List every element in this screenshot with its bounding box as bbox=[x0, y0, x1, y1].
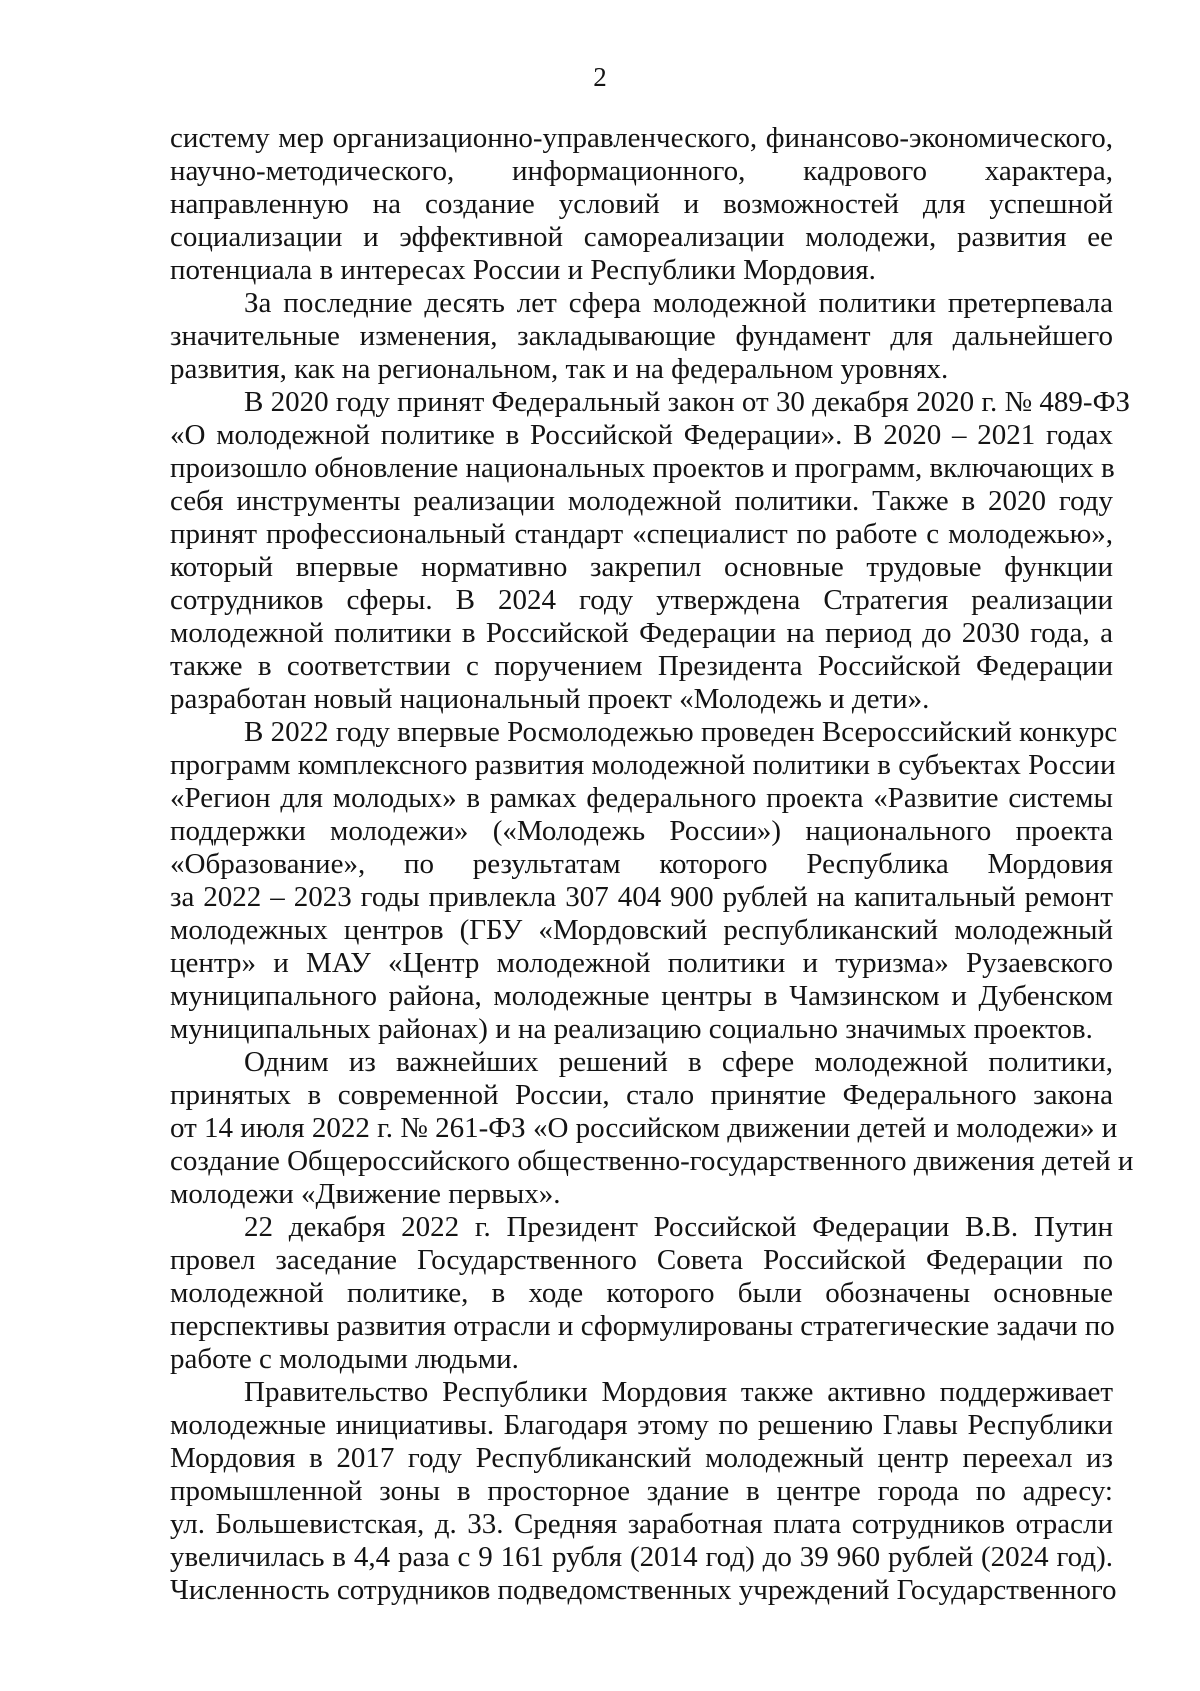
text-line: Численность сотрудников подведомственных учреждений Государственного bbox=[170, 1574, 1117, 1606]
text-line: также в соответствии с поручением Президента Российской Федерации bbox=[170, 650, 1113, 682]
text-line: молодежи «Движение первых». bbox=[170, 1178, 561, 1210]
text-line: В 2022 году впервые Росмолодежью проведен Всероссийский конкурс bbox=[244, 716, 1118, 748]
paragraph bbox=[170, 716, 1118, 1046]
text-line: работе с молодыми людьми. bbox=[170, 1343, 519, 1375]
text-line: программ комплексного развития молодежной политики в субъектах России bbox=[170, 749, 1116, 781]
text-line: социализации и эффективной самореализации молодежи, развития ее bbox=[170, 221, 1113, 253]
text-line: «Регион для молодых» в рамках федерального проекта «Развитие системы bbox=[170, 782, 1113, 814]
text-line: перспективы развития отрасли и сформулированы стратегические задачи по bbox=[170, 1310, 1115, 1342]
text-line: Одним из важнейших решений в сфере молодежной политики, bbox=[244, 1046, 1113, 1078]
text-line: от 14 июля 2022 г. № 261-ФЗ «О российском движении детей и молодежи» и bbox=[170, 1112, 1118, 1144]
text-line: который впервые нормативно закрепил основные трудовые функции bbox=[170, 551, 1113, 583]
text-line: значительные изменения, закладывающие фундамент для дальнейшего bbox=[170, 320, 1113, 352]
paragraph bbox=[170, 287, 1113, 386]
text-line: потенциала в интересах России и Республики Мордовия. bbox=[170, 254, 876, 286]
text-line: научно-методического, информационного, кадрового характера, bbox=[170, 155, 1113, 187]
text-line: сотрудников сферы. В 2024 году утверждена Стратегия реализации bbox=[170, 584, 1113, 616]
page-number: 2 bbox=[593, 62, 607, 92]
text-line: за 2022 – 2023 годы привлекла 307 404 900 рублей на капитальный ремонт bbox=[170, 881, 1113, 913]
paragraph bbox=[170, 1046, 1134, 1211]
paragraph bbox=[170, 122, 1113, 287]
text-line: В 2020 году принят Федеральный закон от 30 декабря 2020 г. № 489-ФЗ bbox=[244, 386, 1131, 418]
paragraph bbox=[170, 1376, 1117, 1607]
text-line: 22 декабря 2022 г. Президент Российской Федерации В.В. Путин bbox=[244, 1211, 1113, 1243]
text-line: «Образование», по результатам которого Республика Мордовия bbox=[170, 848, 1113, 880]
text-line: молодежные инициативы. Благодаря этому по решению Главы Республики bbox=[170, 1409, 1113, 1441]
text-line: За последние десять лет сфера молодежной политики претерпевала bbox=[244, 287, 1113, 319]
text-line: Мордовия в 2017 году Республиканский молодежный центр переехал из bbox=[170, 1442, 1113, 1474]
text-line: создание Общероссийского общественно-государственного движения детей и bbox=[170, 1145, 1134, 1177]
text-line: муниципального района, молодежные центры в Чамзинском и Дубенском bbox=[170, 980, 1113, 1012]
text-line: себя инструменты реализации молодежной политики. Также в 2020 году bbox=[170, 485, 1113, 517]
text-line: Правительство Республики Мордовия также активно поддерживает bbox=[244, 1376, 1113, 1408]
text-line: принятых в современной России, стало принятие Федерального закона bbox=[170, 1079, 1113, 1111]
text-line: молодежных центров (ГБУ «Мордовский республиканский молодежный bbox=[170, 914, 1113, 946]
paragraph bbox=[170, 386, 1131, 716]
text-line: молодежной политике, в ходе которого были обозначены основные bbox=[170, 1277, 1113, 1309]
text-line: увеличилась в 4,4 раза с 9 161 рубля (2014 год) до 39 960 рублей (2024 год). bbox=[170, 1541, 1113, 1573]
text-line: произошло обновление национальных проектов и программ, включающих в bbox=[170, 452, 1115, 484]
text-line: провел заседание Государственного Совета Российской Федерации по bbox=[170, 1244, 1113, 1276]
text-line: «О молодежной политике в Российской Федерации». В 2020 – 2021 годах bbox=[170, 419, 1113, 451]
text-line: ул. Большевистская, д. 33. Средняя заработная плата сотрудников отрасли bbox=[170, 1508, 1113, 1540]
text-line: принят профессиональный стандарт «специалист по работе с молодежью», bbox=[170, 518, 1113, 550]
text-line: развития, как на региональном, так и на федеральном уровнях. bbox=[170, 353, 949, 385]
paragraph bbox=[170, 1211, 1113, 1376]
text-line: муниципальных районах) и на реализацию социально значимых проектов. bbox=[170, 1013, 1093, 1045]
text-line: центр» и МАУ «Центр молодежной политики и туризма» Рузаевского bbox=[170, 947, 1113, 979]
text-line: промышленной зоны в просторное здание в центре города по адресу: bbox=[170, 1475, 1113, 1507]
text-line: молодежной политики в Российской Федерации на период до 2030 года, а bbox=[170, 617, 1113, 649]
text-line: поддержки молодежи» («Молодежь России») национального проекта bbox=[170, 815, 1113, 847]
document-body bbox=[170, 122, 1134, 1607]
text-line: систему мер организационно-управленческого, финансово-экономического, bbox=[170, 122, 1113, 154]
text-line: разработан новый национальный проект «Молодежь и дети». bbox=[170, 683, 930, 715]
text-line: направленную на создание условий и возможностей для успешной bbox=[170, 188, 1113, 220]
